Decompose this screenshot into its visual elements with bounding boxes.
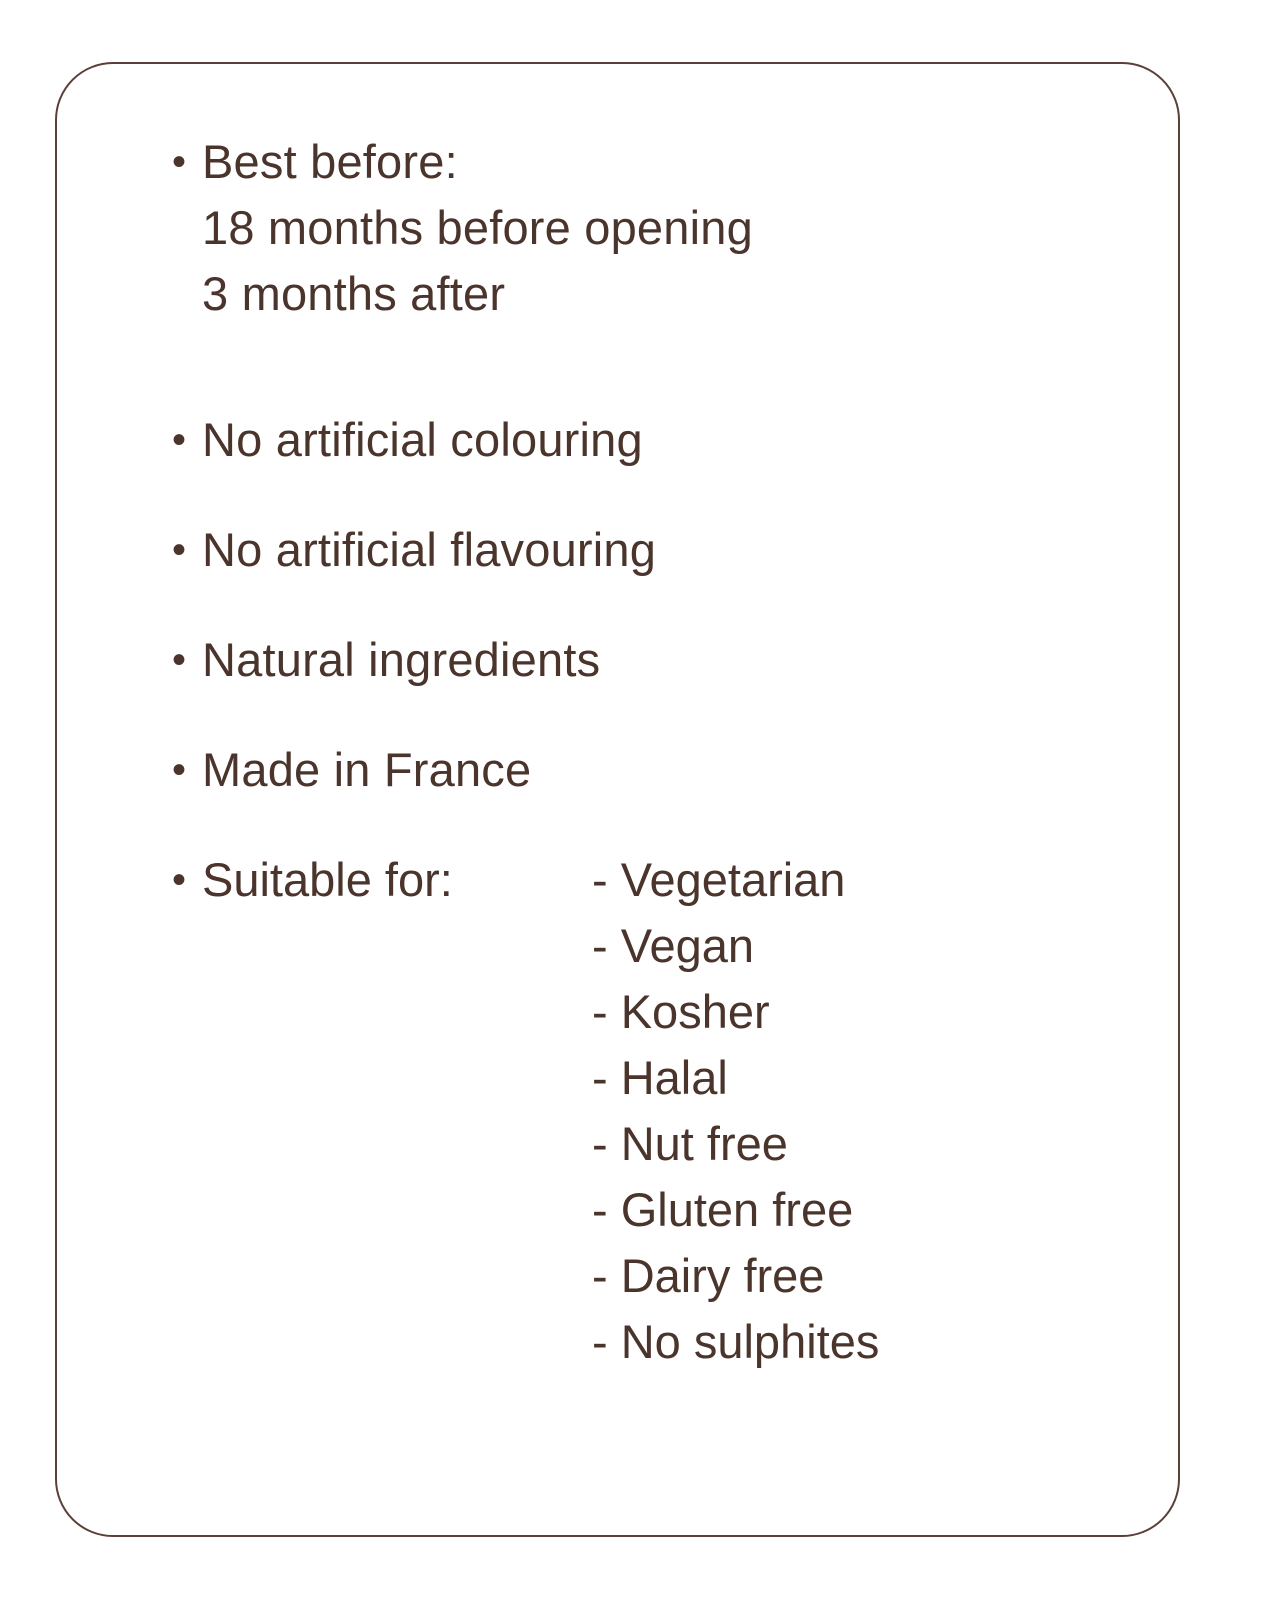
list-item: - Gluten free bbox=[592, 1183, 854, 1236]
bullet-icon: • bbox=[172, 638, 187, 682]
bullet-icon: • bbox=[172, 140, 187, 184]
bullet-icon: • bbox=[172, 858, 187, 902]
label-content bbox=[172, 129, 1138, 1419]
no-artificial-flavouring-lines bbox=[202, 517, 1138, 583]
natural-ingredients-text: Natural ingredients bbox=[202, 633, 601, 686]
list-item bbox=[172, 407, 1138, 473]
list-item: - Kosher bbox=[592, 985, 770, 1038]
list-item bbox=[172, 129, 1138, 327]
natural-ingredients-lines bbox=[202, 627, 1138, 693]
list-item bbox=[172, 737, 1138, 803]
list-item bbox=[172, 627, 1138, 693]
made-in-france-text: Made in France bbox=[202, 743, 532, 796]
no-artificial-flavouring-text: No artificial flavouring bbox=[202, 523, 657, 576]
bullet-icon: • bbox=[172, 528, 187, 572]
best-before-unopened: 18 months before opening bbox=[202, 201, 753, 254]
list-item bbox=[172, 517, 1138, 583]
suitable-for-block bbox=[172, 847, 1138, 1375]
list-item: - Halal bbox=[592, 1051, 728, 1104]
made-in-france-lines bbox=[202, 737, 1138, 803]
best-before-opened: 3 months after bbox=[202, 267, 506, 320]
best-before-title: Best before: bbox=[202, 135, 458, 188]
suitable-for-label: Suitable for: bbox=[202, 853, 453, 906]
suitable-for-list bbox=[592, 847, 879, 1375]
bullet-icon: • bbox=[172, 418, 187, 462]
list-item: - Nut free bbox=[592, 1117, 788, 1170]
no-artificial-colouring-text: No artificial colouring bbox=[202, 413, 643, 466]
product-info-card bbox=[55, 62, 1180, 1537]
best-before-lines bbox=[202, 129, 1138, 327]
bullet-icon: • bbox=[172, 748, 187, 792]
list-item: - Vegan bbox=[592, 919, 755, 972]
suitable-for-row bbox=[202, 847, 879, 1375]
list-item: - Dairy free bbox=[592, 1249, 825, 1302]
list-item: - Vegetarian bbox=[592, 853, 846, 906]
no-artificial-colouring-lines bbox=[202, 407, 1138, 473]
list-item: - No sulphites bbox=[592, 1315, 880, 1368]
